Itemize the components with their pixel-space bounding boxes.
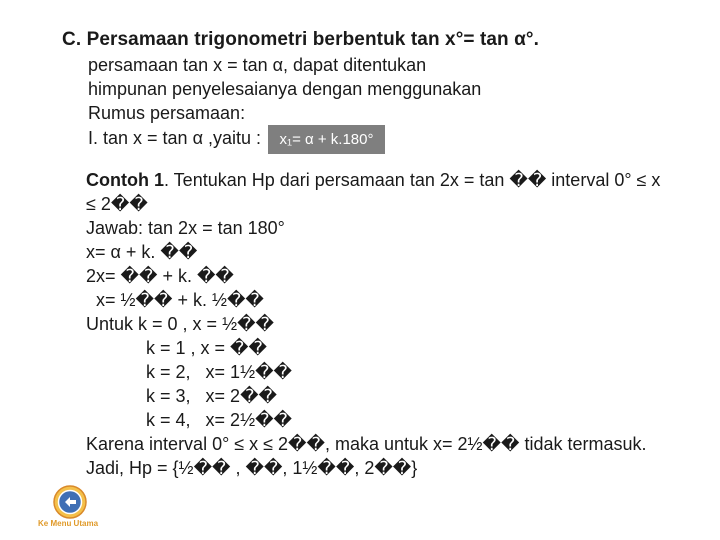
example-line-6: x= ½�� + k. ½�� [86,290,264,310]
formula-box: x₁= α + k.180° [268,125,385,154]
example-line-5: 2x= �� + k. �� [86,266,234,286]
back-to-menu-label[interactable]: Ke Menu Utama [38,519,99,528]
example-line-11: k = 4, x= 2½�� [86,410,292,430]
example-line-9: k = 2, x= 1½�� [86,362,292,382]
example-line-8: k = 1 , x = �� [86,338,267,358]
example-line-10: k = 3, x= 2�� [86,386,277,406]
example-line-12: Karena interval 0° ≤ x ≤ 2��, maka untuk x= 2½�� tidak termasuk. [86,434,647,454]
example-line-13: Jadi, Hp = {½�� , ��, 1½��, 2��} [86,458,418,478]
example-question: . Tentukan Hp dari persamaan tan 2x = tan �� interval 0° ≤ x [164,170,661,190]
example-label: Contoh 1 [86,170,164,190]
intro-line-2: himpunan penyelesaianya dengan menggunakan [88,79,482,99]
example-line-4: x= α + k. �� [86,242,198,262]
back-arrow-icon [53,485,87,519]
example-line-7: Untuk k = 0 , x = ½�� [86,314,274,334]
back-to-menu-button[interactable] [53,485,87,519]
example-line-2: ≤ 2�� [86,194,148,214]
intro-line-4: I. tan x = tan α ,yaitu : [88,128,261,148]
section-heading: C. Persamaan trigonometri berbentuk tan x°= tan α°. [62,29,540,50]
example-line-3: Jawab: tan 2x = tan 180° [86,218,285,238]
intro-line-1: persamaan tan x = tan α, dapat ditentukan [88,55,427,75]
example-line-1 [86,168,660,192]
intro-line-3: Rumus persamaan: [88,103,246,123]
